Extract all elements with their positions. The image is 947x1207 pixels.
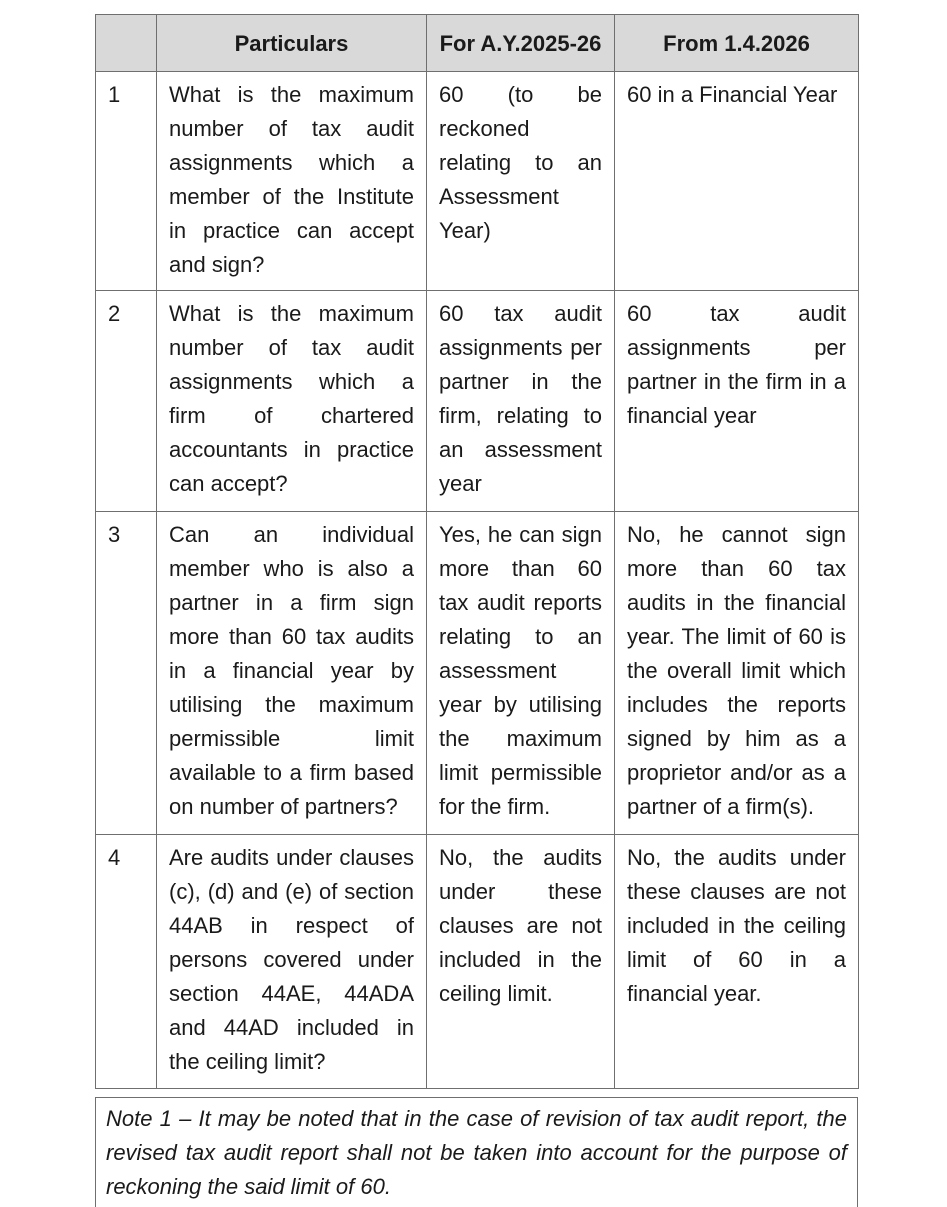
particulars-cell: Are audits under clauses (c), (d) and (e) of section 44AB in respect of persons covered under section 44AE, 44ADA and 44AD included in the ceiling limit? <box>157 835 427 1089</box>
row-number: 2 <box>96 291 157 512</box>
tax-audit-limit-table <box>95 14 859 1089</box>
from-2026-cell: No, he cannot sign more than 60 tax audits in the financial year. The limit of 60 is the overall limit which includes the reports signed by him as a proprietor and/or as a partner of a firm(s). <box>615 512 859 835</box>
ay-2025-26-cell: 60 tax audit assignments per partner in the firm, relating to an assessment year <box>427 291 615 512</box>
note-box <box>95 1097 858 1207</box>
header-particulars: Particulars <box>157 15 427 72</box>
header-from-2026: From 1.4.2026 <box>615 15 859 72</box>
ay-2025-26-cell: Yes, he can sign more than 60 tax audit reports relating to an assessment year by utilising the maximum limit permissible for the firm. <box>427 512 615 835</box>
table-row <box>96 291 859 512</box>
from-2026-cell: No, the audits under these clauses are not included in the ceiling limit of 60 in a financial year. <box>615 835 859 1089</box>
row-number: 4 <box>96 835 157 1089</box>
header-serial <box>96 15 157 72</box>
particulars-cell: Can an individual member who is also a partner in a firm sign more than 60 tax audits in a financial year by utilising the maximum permissible limit available to a firm based on number of partners? <box>157 512 427 835</box>
row-number: 1 <box>96 72 157 291</box>
from-2026-cell: 60 in a Financial Year <box>615 72 859 291</box>
note-text: Note 1 – It may be noted that in the case of revision of tax audit report, the revised tax audit report shall not be taken into account for the purpose of reckoning the said limit of 60. <box>106 1106 847 1199</box>
header-ay-2025-26: For A.Y.2025-26 <box>427 15 615 72</box>
table-row <box>96 512 859 835</box>
row-number: 3 <box>96 512 157 835</box>
ay-2025-26-cell: 60 (to be reckoned relating to an Assessment Year) <box>427 72 615 291</box>
table-row <box>96 72 859 291</box>
table-header-row <box>96 15 859 72</box>
particulars-cell: What is the maximum number of tax audit assignments which a firm of chartered accountants in practice can accept? <box>157 291 427 512</box>
particulars-cell: What is the maximum number of tax audit assignments which a member of the Institute in practice can accept and sign? <box>157 72 427 291</box>
ay-2025-26-cell: No, the audits under these clauses are not included in the ceiling limit. <box>427 835 615 1089</box>
from-2026-cell: 60 tax audit assignments per partner in the firm in a financial year <box>615 291 859 512</box>
table-row <box>96 835 859 1089</box>
